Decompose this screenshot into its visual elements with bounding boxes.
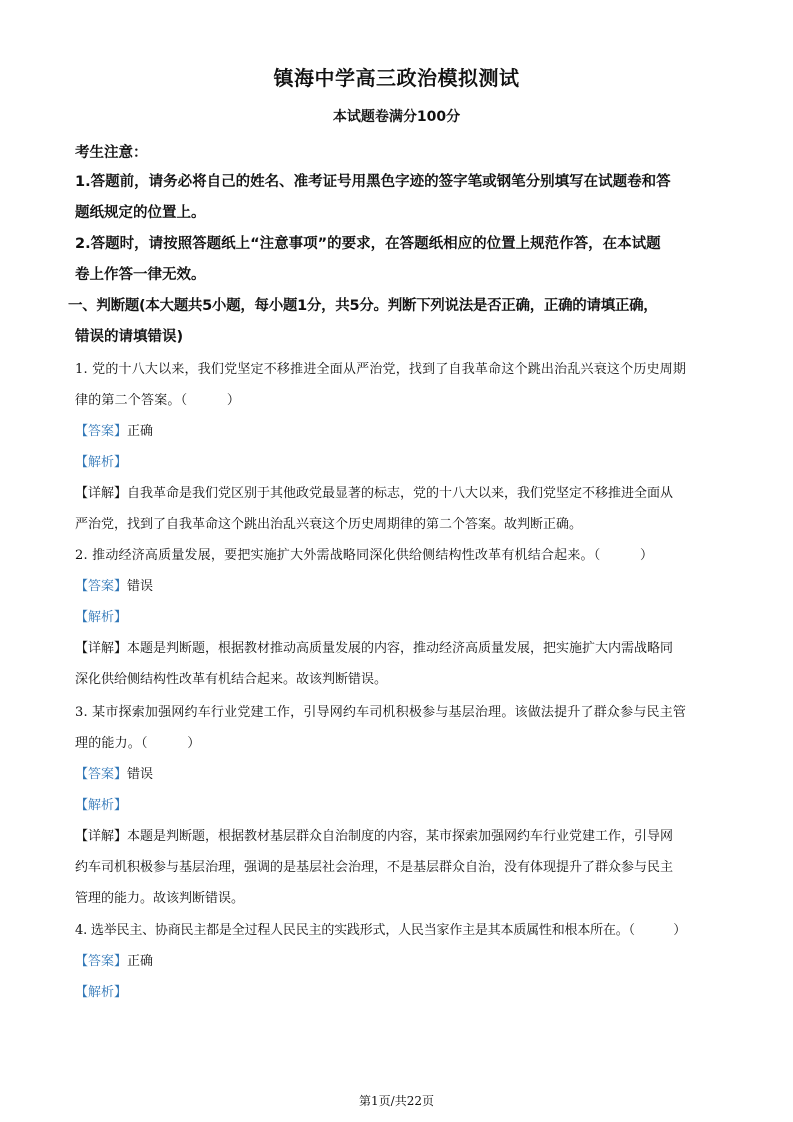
answer-label: 【答案】: [75, 954, 128, 969]
analysis-label-4: 【解析】: [75, 985, 128, 1000]
answer-4: [75, 950, 153, 969]
detail-3-line-3: 管理的能力。故该判断错误。: [75, 891, 245, 906]
answer-value: 错误: [127, 579, 154, 594]
answer-label: 【答案】: [75, 424, 128, 439]
answer-1: [75, 420, 153, 439]
detail-text: 本题是判断题，根据教材基层群众自治制度的内容，某市探索加强网约车行业党建工作，引导网: [127, 829, 674, 844]
question-3-line-2: 理的能力。（ ）: [75, 736, 201, 751]
answer-value: 正确: [127, 424, 154, 439]
answer-value: 正确: [127, 954, 154, 969]
section-heading-line-1: 一、判断题(本大题共5小题，每小题1分，共5分。判断下列说法是否正确，正确的请填正确，: [68, 298, 658, 314]
question-2-line-1: 2. 推动经济高质量发展，要把实施扩大外需战略同深化供给侧结构性改革有机结合起来。（ ）: [75, 548, 654, 563]
detail-label: 【详解】: [75, 829, 128, 844]
notice-item-1-line-1: 1.答题前，请务必将自己的姓名、准考证号用黑色字迹的签字笔或钢笔分别填写在试题卷和答: [75, 174, 671, 190]
notice-item-1-line-2: 题纸规定的位置上。: [75, 205, 206, 221]
question-3-line-1: 3. 某市探索加强网约车行业党建工作，引导网约车司机积极参与基层治理。该做法提升了群众参与民主管: [75, 705, 687, 720]
notice-heading: 考生注意：: [75, 145, 148, 161]
detail-label: 【详解】: [75, 486, 128, 501]
detail-1-line-2: 严治党，找到了自我革命这个跳出治乱兴衰这个历史周期律的第二个答案。故判断正确。: [75, 517, 583, 532]
detail-label: 【详解】: [75, 641, 128, 656]
detail-3-line-2: 约车司机积极参与基层治理，强调的是基层社会治理，不是基层群众自治，没有体现提升了群众参与民主: [75, 860, 674, 875]
answer-label: 【答案】: [75, 767, 128, 782]
question-4-line-1: 4. 选举民主、协商民主都是全过程人民民主的实践形式，人民当家作主是其本质属性和根本所在。（ ）: [75, 923, 687, 938]
section-heading-line-2: 错误的请填错误): [75, 329, 184, 345]
page-footer: 第1页/共22页: [359, 1094, 434, 1108]
analysis-label-2: 【解析】: [75, 610, 128, 625]
detail-text: 自我革命是我们党区别于其他政党最显著的标志，党的十八大以来，我们党坚定不移推进全面从: [127, 486, 674, 501]
answer-2: [75, 575, 153, 594]
answer-value: 错误: [127, 767, 154, 782]
analysis-label-3: 【解析】: [75, 798, 128, 813]
detail-text: 本题是判断题，根据教材推动高质量发展的内容，推动经济高质量发展，把实施扩大内需战略同: [127, 641, 674, 656]
detail-2-line-2: 深化供给侧结构性改革有机结合起来。故该判断错误。: [75, 672, 388, 687]
detail-1-line-1: [75, 482, 673, 501]
question-1-line-1: 1. 党的十八大以来，我们党坚定不移推进全面从严治党，找到了自我革命这个跳出治乱兴衰这个历史周期: [75, 362, 687, 377]
page-title: 镇海中学高三政治模拟测试: [273, 66, 520, 90]
analysis-label-1: 【解析】: [75, 455, 128, 470]
answer-3: [75, 763, 153, 782]
notice-item-2-line-1: 2.答题时，请按照答题纸上“注意事项”的要求，在答题纸相应的位置上规范作答，在本试题: [75, 236, 661, 252]
detail-3-line-1: [75, 825, 673, 844]
page-subtitle: 本试题卷满分100分: [332, 109, 461, 125]
answer-label: 【答案】: [75, 579, 128, 594]
notice-item-2-line-2: 卷上作答一律无效。: [75, 267, 206, 283]
question-1-line-2: 律的第二个答案。（ ）: [75, 393, 241, 408]
detail-2-line-1: [75, 637, 673, 656]
